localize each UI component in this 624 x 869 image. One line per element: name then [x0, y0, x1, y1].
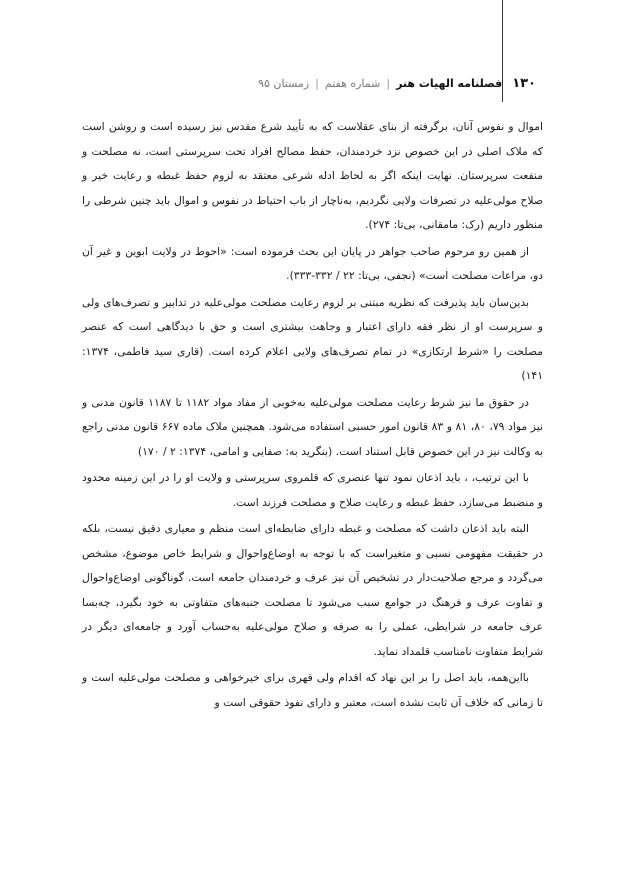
season-label: زمستان ۹۵: [258, 77, 310, 90]
page-number: ۱۳۰: [512, 76, 536, 91]
issue-label: شماره هفتم: [324, 77, 381, 90]
paragraph: بدین‌سان باید پذیرفت که نظریه مبتنی بر لزوم رعایت مصلحت مولی‌علیه در تدابیر و تصرف‌های ولی و سرپرست او از نظر فقه دارای اعتبار و وجاهت بیشتری است و حق با دیدگاهی است که عنصر مصلحت را «شرط ارتکازی» در تمام تصرف‌های ولایی اعلام کرده است. (قاری سید فاطمی، ۱۳۷۴: ۱۴۱): [82, 295, 543, 382]
paragraph: البته باید اذعان داشت که مصلحت و غبطه دارای ضابطه‌ای است منظم و معیاری دقیق نیست، بلکه در حقیقت مفهومی نسبی و متغیراست که با توجه به اوضاع‌واحوال و شرایط خاص موضوع، مشخص می‌گردد و مرجع صلاحیت‌دار در تشخیص آن نیز عرف و خردمندان جامعه است. گوناگونی اوضاع‌واحوال و تفاوت عرف و فرهنگ در جوامع سبب می‌شود تا مصلحت جنبه‌های متفاوتی به خود بگیرد، چه‌بسا عرف جامعه در شرایطی، عملی را به صرفه و صلاح مولی‌علیه به‌حساب آورد و جامعه‌ای دیگر در شرایط متفاوت نامناسب قلمداد نماید.: [82, 522, 543, 658]
paragraph: اموال و نفوس آنان، برگرفته از بنای عقلاست که به تأیید شرع مقدس نیز رسیده است و روشن است که ملاک اصلی در این خصوص نزد خردمندان، حفظ مصالح افراد تحت سرپرستی است، نه مصلحت و منفعت سرپرستان. نهایت اینکه اگر به لحاظ ادله شرعی معتقد به لزوم حفظ غبطه و رعایت خیر و صلاح مولی‌علیه در تصرفات ولایی نگردیم، به‌ناچار از باب احتیاط در نفوس و اموال باید چنین شرطی را منظور داریم (رک: مامقانی، بی‌تا: ۲۷۴).: [82, 120, 543, 231]
header-separator: |: [315, 77, 319, 90]
header-separator: |: [386, 77, 391, 90]
article-body: [82, 115, 543, 717]
running-header: [258, 76, 536, 91]
paragraph: با این ترتیب، ، باید اذعان نمود تنها عنصری که قلمروی سرپرستی و ولایت او را در این زمینه محدود و منضبط می‌سازد، حفظ غبطه و رعایت صلاح و مصلحت فرزند است.: [82, 471, 543, 509]
paragraph: از همین رو مرحوم صاحب جواهر در پایان این بحث فرموده است: «احوط در ولایت ابوین و غیر آن دو، مراعات مصلحت است» (نجفی، بی‌تا: ۲۲ / ۳۳۲-۳۳۳).: [82, 244, 543, 282]
paragraph: بااین‌همه، باید اصل را بر این نهاد که اقدام ولی قهری برای خیرخواهی و مصلحت مولی‌علیه است و تا زمانی که خلاف آن ثابت نشده است، معتبر و دارای نفوذ حقوقی است و: [82, 671, 543, 709]
journal-title: فصلنامه الهیات هنر: [396, 77, 503, 90]
paragraph: در حقوق ما نیز شرط رعایت مصلحت مولی‌علیه به‌خوبی از مفاد مواد ۱۱۸۲ تا ۱۱۸۷ قانون مدنی و نیز مواد ۷۹، ۸۰، ۸۱ و ۸۳ قانون امور حسبی استفاده می‌شود. همچنین ملاک ماده ۶۶۷ قانون مدنی راجع به وکالت نیز در این خصوص قابل استناد است. (بنگرید به: صفایی و امامی، ۱۳۷۴: ۲ / ۱۷۰): [82, 395, 544, 458]
